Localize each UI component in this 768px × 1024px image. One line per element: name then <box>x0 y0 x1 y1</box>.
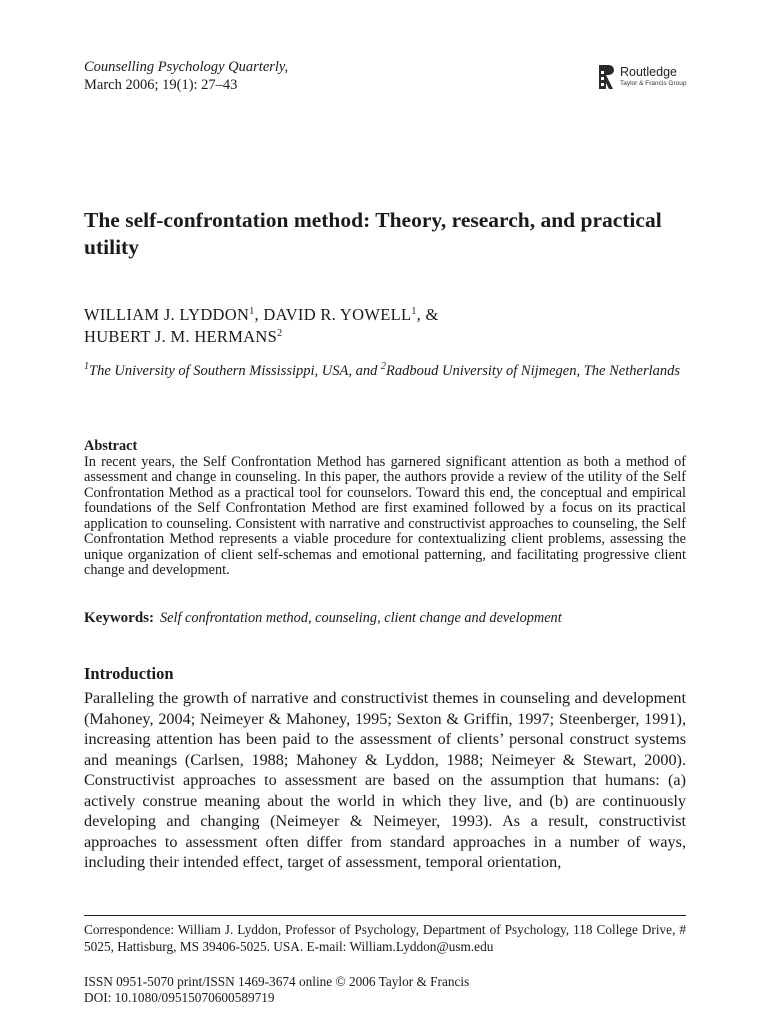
affiliations <box>84 361 686 381</box>
affiliation-marker: 1 <box>411 306 417 317</box>
abstract-body: In recent years, the Self Confrontation Method has garnered significant attention as both a method of assessment and change in counseling. In this paper, the authors provide a review of the utility of the Self Confrontation Method as a practical tool for counselors. Toward this end, the conceptual and empirical foundations of the Self Confrontation Method are first examined followed by a focus on its practical application to counseling. Consistent with narrative and constructivist approaches to counseling, the Self Confrontation Method represents a viable procedure for contextualizing client problems, assessing the unique organization of client self-schemas and emotional patterning, and facilitating progressive client change and development. <box>84 453 686 578</box>
routledge-r-logo-icon <box>598 64 614 90</box>
keywords-label: Keywords: <box>84 610 154 626</box>
section-heading-introduction: Introduction <box>84 664 174 683</box>
author-name: HUBERT J. M. HERMANS <box>84 327 278 346</box>
author-list <box>84 304 686 348</box>
article-title: The self-confrontation method: Theory, research, and practical utility <box>84 208 662 259</box>
journal-name: Counselling Psychology Quarterly, <box>84 59 289 75</box>
affiliation-marker: 2 <box>277 328 283 339</box>
publisher-name: Routledge <box>620 65 677 79</box>
keywords-line <box>84 609 686 627</box>
author-separator: , & <box>416 305 439 324</box>
doi-line: DOI: 10.1080/09515070600589719 <box>84 990 275 1005</box>
article-page <box>84 0 686 1024</box>
author-name: DAVID R. YOWELL <box>263 305 412 324</box>
publisher-logo <box>598 64 708 92</box>
keywords-text: Self confrontation method, counseling, client change and development <box>160 610 562 626</box>
correspondence-note: Correspondence: William J. Lyddon, Professor of Psychology, Department of Psychology, 118 College Drive, # 5025, Hattisburg, MS 39406-5025. USA. E-mail: William.Lyddon@usm.edu <box>84 922 686 954</box>
affiliation-marker: 1 <box>249 306 255 317</box>
journal-issue: March 2006; 19(1): 27–43 <box>84 77 238 93</box>
issn-line: ISSN 0951-5070 print/ISSN 1469-3674 online © 2006 Taylor & Francis <box>84 974 470 989</box>
affiliation-marker: 1 <box>84 361 89 372</box>
footnote-divider <box>84 915 686 916</box>
affiliation-marker: 2 <box>381 361 387 372</box>
affiliation-text: Radboud University of Nijmegen, The Netherlands <box>386 363 681 379</box>
publisher-subtitle: Taylor & Francis Group <box>620 80 687 87</box>
introduction-paragraph: Paralleling the growth of narrative and constructivist themes in counseling and development (Mahoney, 2004; Neimeyer & Mahoney, 1995; Sexton & Griffin, 1997; Steenberger, 1991), increasing attention has been paid to the assessment of clients’ personal construct systems and meanings (Carlsen, 1988; Mahoney & Lyddon, 1988; Neimeyer & Stewart, 2000). Constructivist approaches to assessment are based on the assumption that humans: (a) actively construe meaning about the world in which they live, and (b) are continuously developing and changing (Neimeyer & Neimeyer, 1993). As a result, constructivist approaches to assessment often differ from standard approaches in a number of ways, including their intended effect, target of assessment, temporal orientation, <box>84 689 686 871</box>
abstract-heading: Abstract <box>84 438 138 454</box>
author-separator: , <box>254 305 264 324</box>
author-name: WILLIAM J. LYDDON <box>84 305 250 324</box>
abstract-section <box>84 439 686 579</box>
affiliation-text: The University of Southern Mississippi, USA, and <box>89 363 382 379</box>
publication-info <box>84 974 686 1006</box>
journal-citation <box>84 58 288 94</box>
